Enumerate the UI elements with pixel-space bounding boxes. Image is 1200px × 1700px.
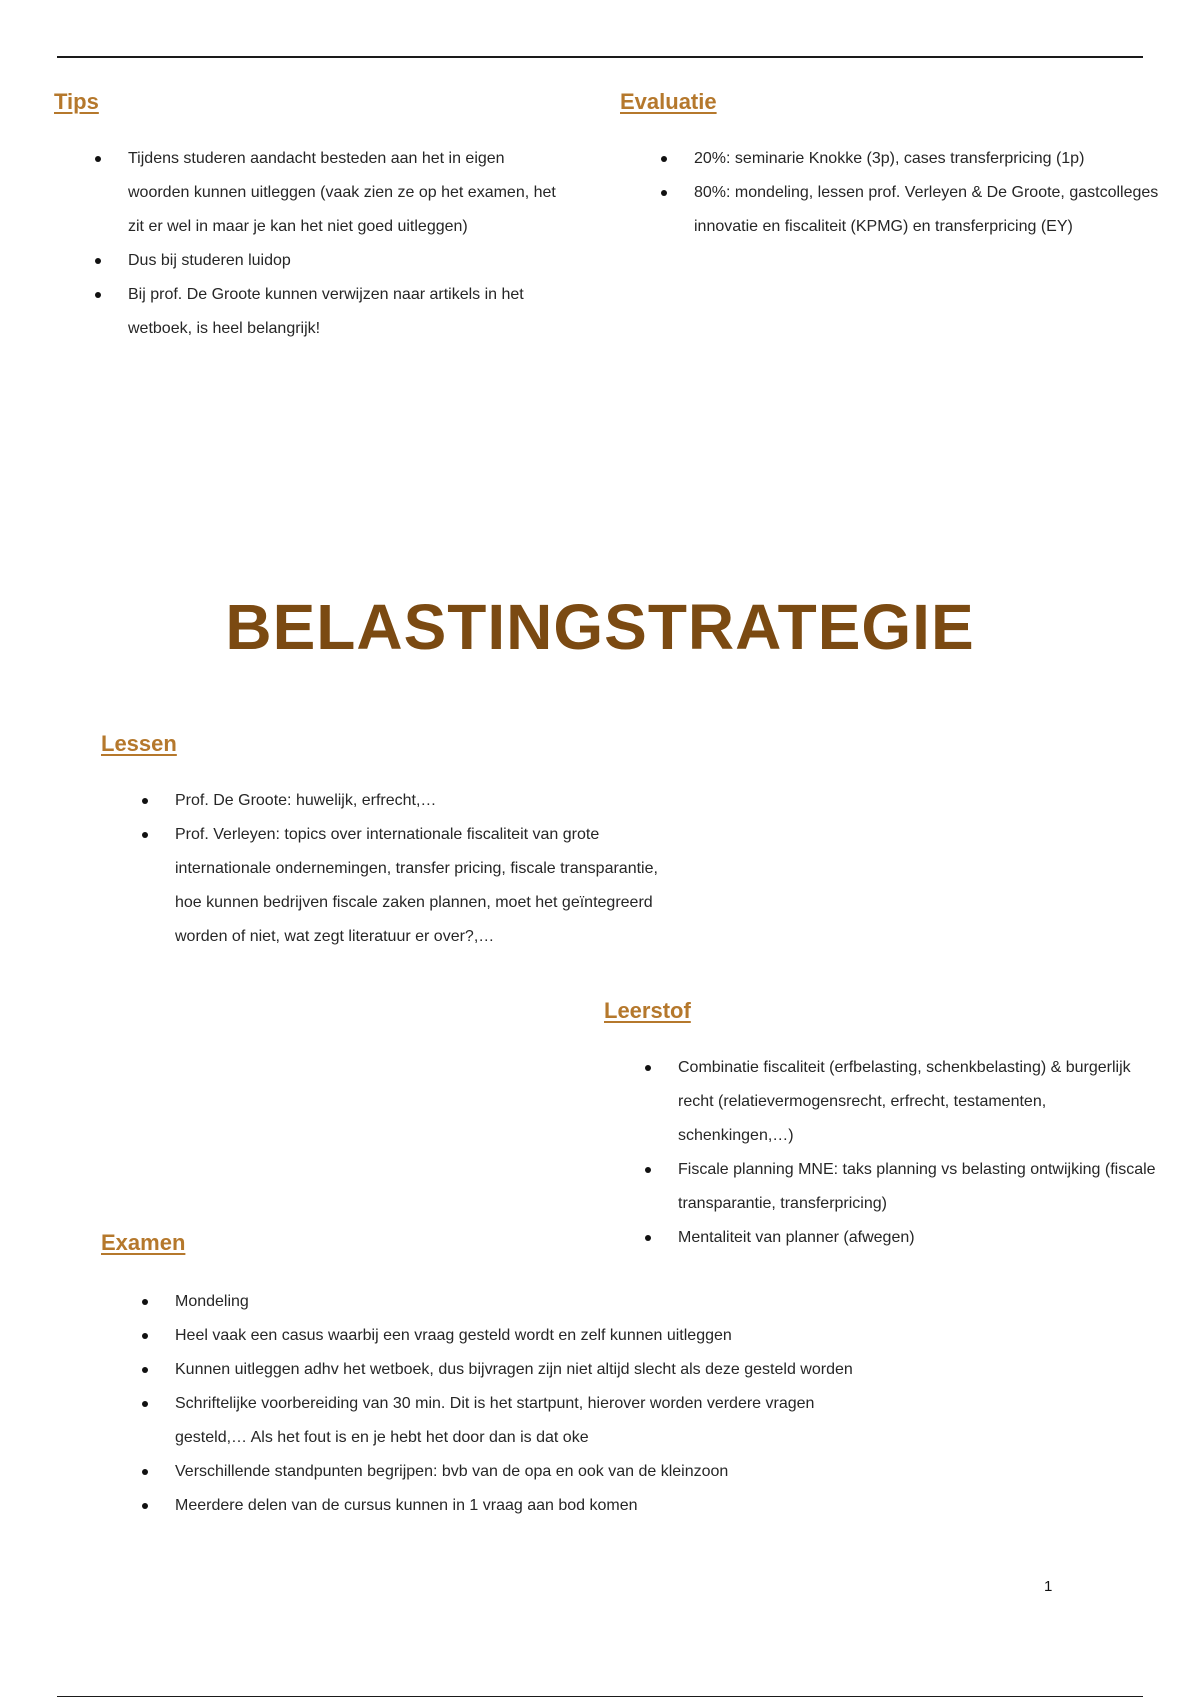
list-item: Bij prof. De Groote kunnen verwijzen naar artikels in het wetboek, is heel belangrijk! bbox=[92, 278, 562, 346]
list-item: Schriftelijke voorbereiding van 30 min. Dit is het startpunt, hierover worden verdere vragen gesteld,… Als het fout is en je hebt het door dan is dat oke bbox=[139, 1387, 879, 1455]
list-item: 20%: seminarie Knokke (3p), cases transferpricing (1p) bbox=[658, 142, 1188, 176]
list-item: Dus bij studeren luidop bbox=[92, 244, 562, 278]
examen-list bbox=[139, 1285, 879, 1523]
lessen-heading: Lessen bbox=[101, 731, 177, 756]
evaluatie-list bbox=[658, 142, 1188, 244]
examen-heading: Examen bbox=[101, 1230, 186, 1255]
leerstof-section bbox=[604, 997, 1164, 1255]
tips-heading: Tips bbox=[54, 89, 99, 114]
list-item: Verschillende standpunten begrijpen: bvb van de opa en ook van de kleinzoon bbox=[139, 1455, 879, 1489]
top-divider bbox=[57, 56, 1143, 58]
list-item: 80%: mondeling, lessen prof. Verleyen & De Groote, gastcolleges innovatie en fiscaliteit (KPMG) en transferpricing (EY) bbox=[658, 176, 1188, 244]
list-item: Prof. Verleyen: topics over internationale fiscaliteit van grote internationale ondernemingen, transfer pricing, fiscale transparantie, hoe kunnen bedrijven fiscale zaken plannen, moet het geïntegreerd worden of niet, wat zegt literatuur er over?,… bbox=[139, 818, 679, 954]
list-item: Mondeling bbox=[139, 1285, 879, 1319]
evaluatie-heading: Evaluatie bbox=[620, 89, 717, 114]
page-title-text: BELASTINGSTRATEGIE bbox=[225, 591, 975, 663]
list-item: Combinatie fiscaliteit (erfbelasting, schenkbelasting) & burgerlijk recht (relatievermogensrecht, erfrecht, testamenten, schenkingen,…) bbox=[642, 1051, 1162, 1153]
list-item: Meerdere delen van de cursus kunnen in 1 vraag aan bod komen bbox=[139, 1489, 879, 1523]
list-item: Kunnen uitleggen adhv het wetboek, dus bijvragen zijn niet altijd slecht als deze gesteld worden bbox=[139, 1353, 879, 1387]
leerstof-list bbox=[642, 1051, 1162, 1255]
list-item: Mentaliteit van planner (afwegen) bbox=[642, 1221, 1162, 1255]
bottom-divider bbox=[57, 1696, 1143, 1697]
examen-section bbox=[101, 1229, 901, 1523]
list-item: Prof. De Groote: huwelijk, erfrecht,… bbox=[139, 784, 679, 818]
list-item: Heel vaak een casus waarbij een vraag gesteld wordt en zelf kunnen uitleggen bbox=[139, 1319, 879, 1353]
list-item: Tijdens studeren aandacht besteden aan het in eigen woorden kunnen uitleggen (vaak zien ze op het examen, het zit er wel in maar je kan het niet goed uitleggen) bbox=[92, 142, 562, 244]
evaluatie-section bbox=[620, 88, 1190, 244]
lessen-list bbox=[139, 784, 679, 954]
lessen-section bbox=[101, 730, 721, 954]
page-number: 1 bbox=[1044, 1578, 1053, 1595]
list-item: Fiscale planning MNE: taks planning vs belasting ontwijking (fiscale transparantie, transferpricing) bbox=[642, 1153, 1162, 1221]
tips-section bbox=[54, 88, 594, 346]
leerstof-heading: Leerstof bbox=[604, 998, 691, 1023]
tips-list bbox=[92, 142, 562, 346]
page-title bbox=[0, 590, 1200, 664]
